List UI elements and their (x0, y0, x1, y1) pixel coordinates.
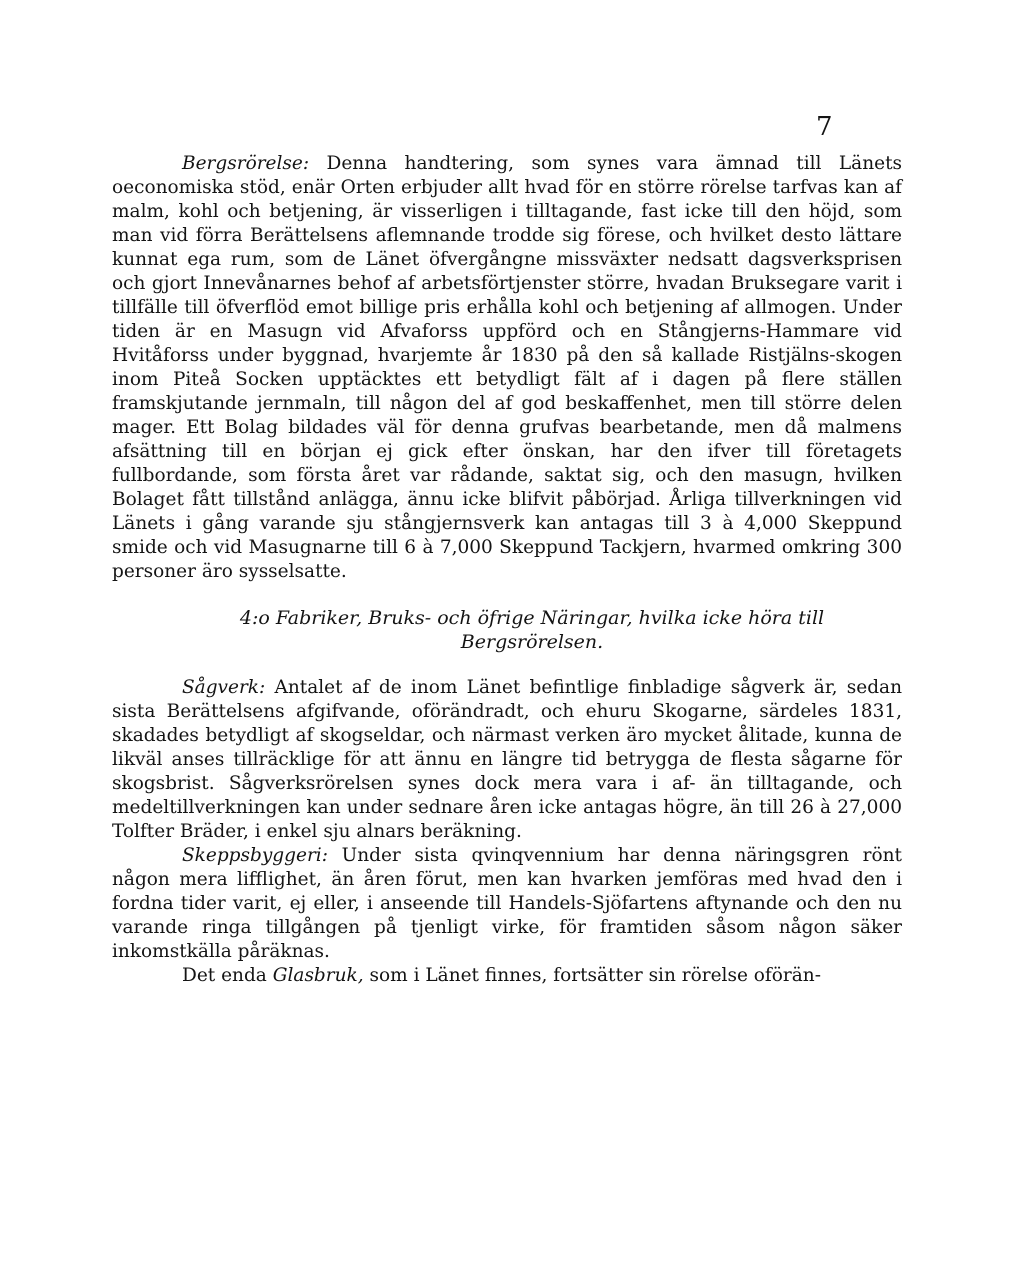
run-in-heading: Sågverk: (182, 677, 266, 698)
body-text (112, 152, 902, 988)
emphasized-term: Glasbruk, (272, 965, 364, 986)
section-heading: 4:o Fabriker, Bruks- och öfrige Näringar, hvilka icke höra till Bergsrörelsen. (239, 607, 825, 653)
run-in-heading: Bergsrörelse: (182, 153, 310, 174)
paragraph-text: som i Länet finnes, fortsätter sin rörelse oförän- (363, 965, 821, 986)
run-in-heading: Skeppsbyggeri: (182, 845, 328, 866)
page-number: 7 (816, 112, 833, 142)
paragraph-text: Under sista qvinqvennium har denna näringsgren rönt någon mera lifflighet, än åren förut, men kan hvarken jemföras med hvad den i fordna tider varit, ej eller, i anseende till Handels-Sjöfartens aftynande och den nu varande ringa tillgången på tjenligt virke, för framtiden såsom någon säker inkomstkälla påräknas. (112, 845, 902, 962)
paragraph-text: Antalet af de inom Länet befintlige finbladige sågverk är, sedan sista Berättelsens afgifvande, oförändradt, och ehuru Skogarne, särdeles 1831, skadades betydligt af skogseldar, och närmast verken äro mycket ålitade, kunna de likväl anses tillräcklige för att ännu en längre tid betrygga de flesta sågarne för skogsbrist. Sågverksrörelsen synes dock mera vara i af- än tilltagande, och medeltillverkningen kan under sednare åren icke antagas högre, än till 26 à 27,000 Tolfter Bräder, i enkel sju alnars beräkning. (112, 677, 902, 842)
paragraph-sagverk (112, 676, 902, 844)
paragraph-skeppsbyggeri (112, 844, 902, 964)
paragraph-text: Denna handtering, som synes vara ämnad till Länets oeconomiska stöd, enär Orten erbjuder allt hvad för en större rörelse tarfvas kan af malm, kohl och betjening, är visserligen i tilltagande, fast icke till den höjd, som man vid förra Berättelsens aflemnande trodde sig förese, och hvilket desto lättare kunnat ega rum, som de Länet öfvergångne missväxter nedsatt dagsverksprisen och gjort Innevånarnes behof af arbetsförtjenster större, hvadan Bruksegare varit i tillfälle till öfverflöd emot billige pris erhålla kohl och betjening af allmogen. Under tiden är en Masugn vid Afvaforss uppförd och en Stångjerns-Hammare vid Hvitåforss under byggnad, hvarjemte år 1830 på den så kallade Ristjälns-skogen inom Piteå Socken upptäcktes ett betydligt fält af i dagen på flere ställen framskjutande jernmaln, till någon del af god beskaffenhet, men till större delen mager. Ett Bolag bildades väl för denna grufvas bearbetande, men då malmens afsättning till en början ej gick efter önskan, har den ifver till företagets fullbordande, som första året var rådande, saktat sig, och den masugn, hvilken Bolaget fått tillstånd anlägga, ännu icke blifvit påbörjad. Årliga tillverkningen vid Länets i gång varande sju stångjernsverk kan antagas till 3 à 4,000 Skeppund smide och vid Masugnarne till 6 à 7,000 Skeppund Tackjern, hvarmed omkring 300 personer äro sysselsatte. (112, 153, 902, 582)
paragraph-bergsrorelse (112, 152, 902, 584)
paragraph-glasbruk (112, 964, 902, 988)
paragraph-lead: Det enda (182, 965, 273, 986)
